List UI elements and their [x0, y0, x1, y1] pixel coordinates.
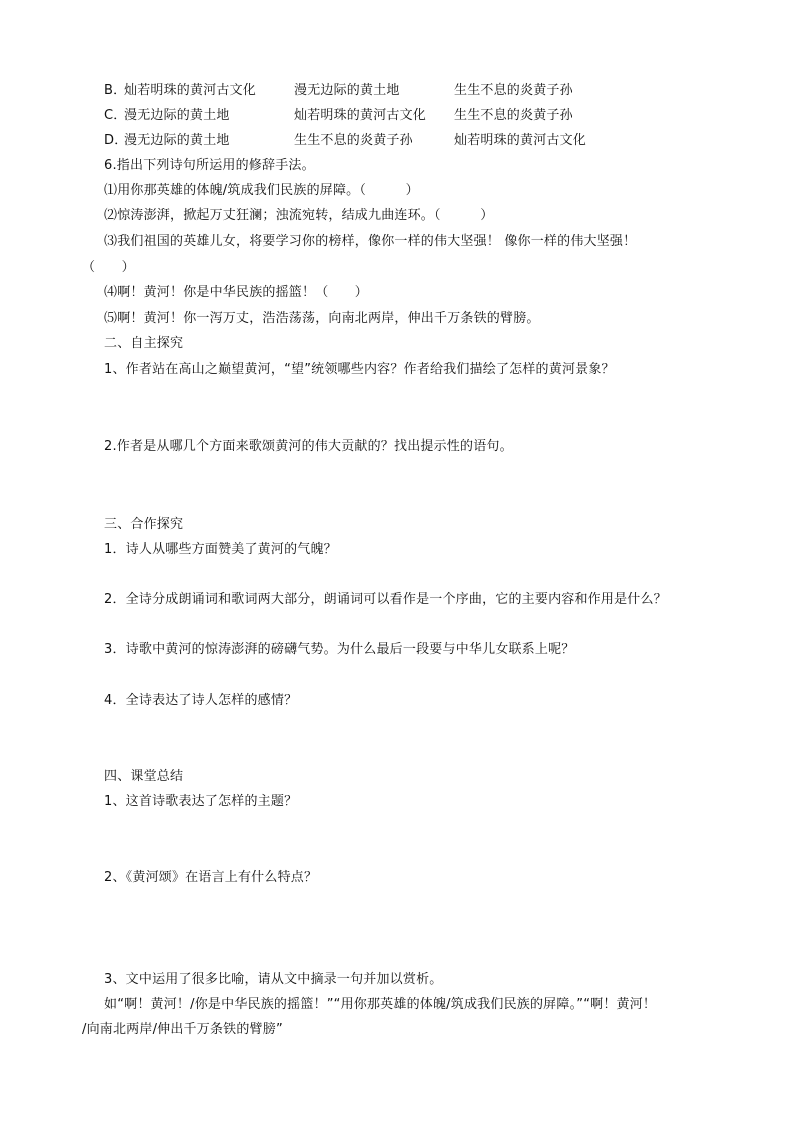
section-2-question-1: 1、作者站在高山之巅望黄河，“望”统领哪些内容？作者给我们描绘了怎样的黄河景象？ [104, 362, 615, 377]
section-3-question-2: 2．全诗分成朗诵词和歌词两大部分，朗诵词可以看作是一个序曲，它的主要内容和作用是什么？ [104, 592, 667, 607]
option-item-3: 生生不息的炎黄子孙 [454, 108, 573, 123]
section-3-question-4: 4．全诗表达了诗人怎样的感情？ [104, 693, 298, 708]
option-letter: C． [104, 108, 127, 123]
option-letter: B． [104, 83, 127, 98]
option-item-2: 灿若明珠的黄河古文化 [294, 108, 427, 123]
section-4-answer-line-2: /向南北两岸/伸出千万条铁的臂膀” [82, 1022, 283, 1037]
question-6-item-1: ⑴用你那英雄的体魄/筑成我们民族的屏障。（ ） [104, 183, 419, 198]
question-6-item-3-bracket: （ ） [82, 260, 135, 275]
option-letter: D． [104, 133, 128, 148]
section-4-question-1: 1、这首诗歌表达了怎样的主题？ [104, 794, 298, 809]
option-c-row [104, 107, 664, 125]
section-3-question-3: 3．诗歌中黄河的惊涛澎湃的磅礴气势。为什么最后一段要与中华儿女联系上呢？ [104, 642, 575, 657]
option-item-3: 灿若明珠的黄河古文化 [454, 133, 587, 148]
option-item-1: 漫无边际的黄土地 [124, 108, 230, 123]
section-4-question-3: 3、文中运用了很多比喻，请从文中摘录一句并加以赏析。 [104, 972, 443, 987]
section-3-question-1: 1．诗人从哪些方面赞美了黄河的气魄？ [104, 542, 337, 557]
question-6-item-4: ⑷啊！黄河！你是中华民族的摇篮！（ ） [104, 285, 369, 300]
section-2-question-2: 2.作者是从哪几个方面来歌颂黄河的伟大贡献的？找出提示性的语句。 [104, 439, 513, 454]
option-d-row [104, 132, 664, 150]
option-item-2: 生生不息的炎黄子孙 [294, 133, 413, 148]
question-6-item-3: ⑶我们祖国的英雄儿女，将要学习你的榜样，像你一样的伟大坚强！ 像你一样的伟大坚强！ [104, 234, 637, 249]
option-item-2: 漫无边际的黄土地 [294, 83, 400, 98]
section-3-heading: 三、合作探究 [104, 517, 184, 532]
option-item-1: 灿若明珠的黄河古文化 [124, 83, 257, 98]
question-6-title: 6.指出下列诗句所运用的修辞手法。 [104, 158, 315, 173]
section-4-heading: 四、课堂总结 [104, 769, 184, 784]
section-2-heading: 二、自主探究 [104, 336, 184, 351]
section-4-answer-line-1: 如“啊！黄河！/你是中华民族的摇篮！”“用你那英雄的体魄/筑成我们民族的屏障。”“啊！黄河！ [104, 997, 657, 1012]
question-6-item-2: ⑵惊涛澎湃，掀起万丈狂澜；浊流宛转，结成九曲连环。（ ） [104, 208, 494, 223]
option-item-3: 生生不息的炎黄子孙 [454, 83, 573, 98]
option-b-row [104, 82, 664, 100]
section-4-question-2: 2、《黄河颂》在语言上有什么特点？ [104, 870, 318, 885]
question-6-item-5: ⑸啊！黄河！你一泻万丈，浩浩荡荡，向南北两岸，伸出千万条铁的臂膀。 [104, 311, 540, 326]
option-item-1: 漫无边际的黄土地 [124, 133, 230, 148]
